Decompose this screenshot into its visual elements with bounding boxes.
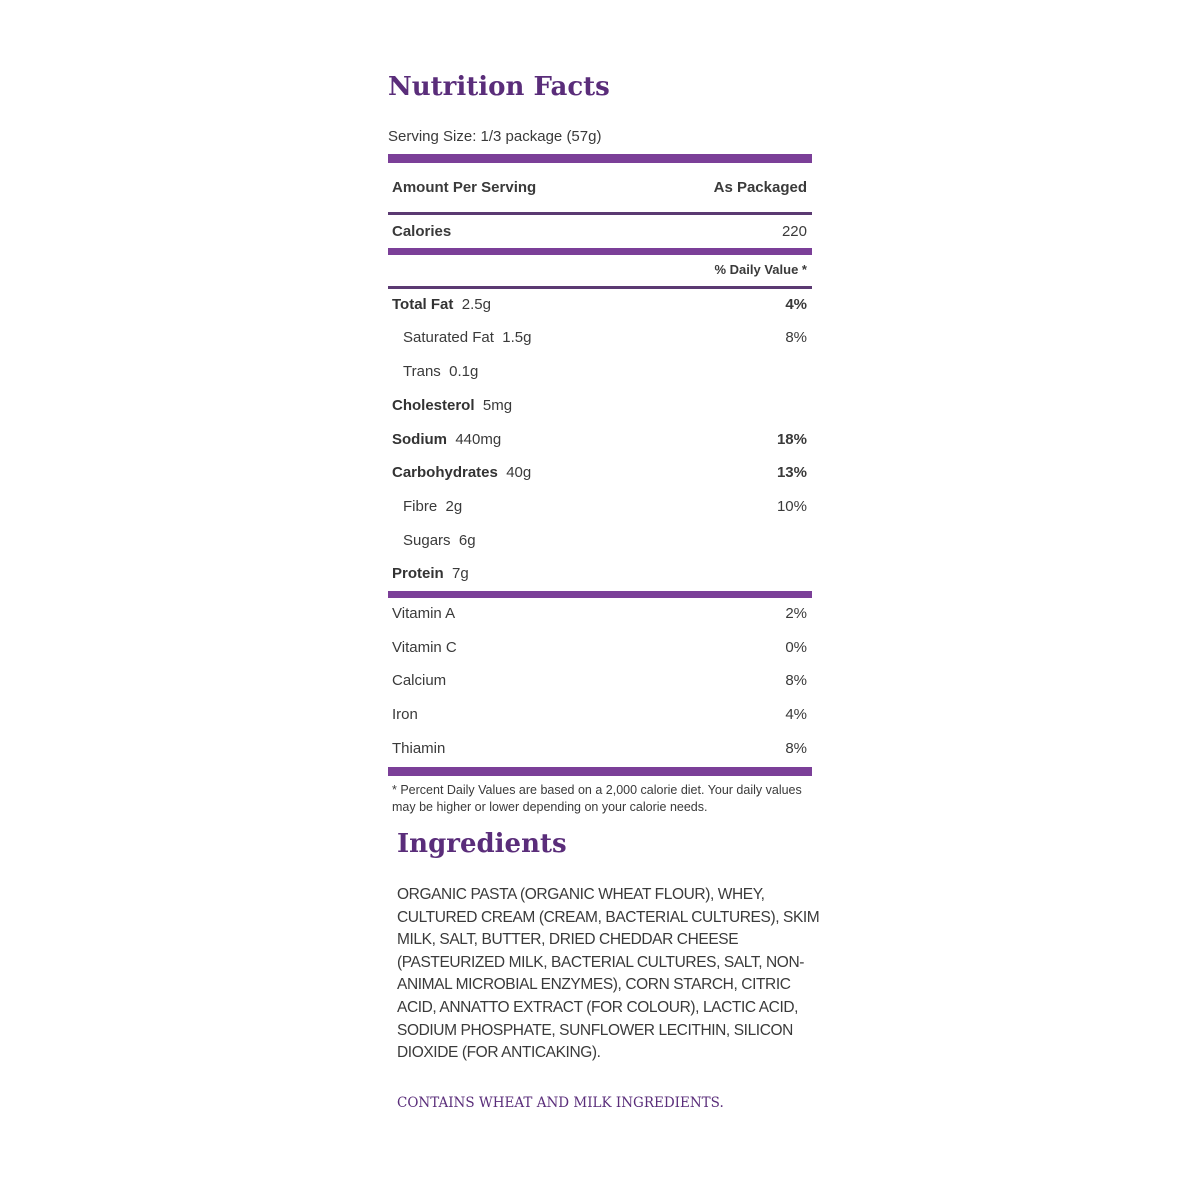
vitamin-name: Vitamin C: [392, 639, 457, 656]
vitamin-row: [388, 672, 812, 696]
serving-size: Serving Size: 1/3 package (57g): [388, 128, 602, 145]
nutrition-title: Nutrition Facts: [388, 72, 610, 102]
nutrient-amount: 40g: [506, 464, 532, 481]
nutrient-name: Fibre: [403, 498, 438, 515]
nutrient-amount: 6g: [458, 532, 476, 549]
daily-value-header: % Daily Value *: [714, 262, 807, 277]
nutrient-label: [403, 329, 531, 346]
divider-thick: [388, 154, 812, 163]
nutrient-label: [392, 431, 501, 448]
nutrient-name: Protein: [392, 565, 444, 582]
ingredients-text: ORGANIC PASTA (ORGANIC WHEAT FLOUR), WHEY, CULTURED CREAM (CREAM, BACTERIAL CULTURES), SKIM MILK, SALT, BUTTER, DRIED CHEDDAR CHEESE (PASTEURIZED MILK, BACTERIAL CULTURES, SALT, NON-ANIMAL MICROBIAL ENZYMES), CORN STARCH, CITRIC ACID, ANNATTO EXTRACT (FOR COLOUR), LACTIC ACID, SODIUM PHOSPHATE, SUNFLOWER LECITHIN, SILICON DIOXIDE (FOR ANTICAKING).: [397, 886, 820, 1062]
nutrient-label: [403, 532, 476, 549]
vitamin-row: [388, 740, 812, 764]
vitamin-row: [388, 605, 812, 629]
calories-value: 220: [781, 223, 807, 240]
nutrient-label: [403, 363, 478, 380]
nutrient-amount: 7g: [452, 565, 469, 582]
nutrient-name: Trans: [403, 363, 441, 380]
nutrient-row: [388, 532, 812, 556]
as-packaged-label: As Packaged: [713, 179, 807, 196]
vitamin-daily-value: 2%: [785, 605, 807, 622]
nutrient-amount: 2g: [445, 498, 463, 515]
nutrient-amount: 440mg: [455, 431, 502, 448]
nutrient-label: [392, 296, 491, 313]
nutrient-amount: 5mg: [482, 397, 513, 414]
nutrient-label: [392, 397, 512, 414]
vitamin-name: Vitamin A: [392, 605, 456, 622]
nutrient-name: Sodium: [392, 431, 447, 448]
nutrient-row: [388, 363, 812, 387]
allergen-statement: CONTAINS WHEAT AND MILK INGREDIENTS.: [397, 1095, 724, 1111]
nutrient-row: [388, 329, 812, 353]
vitamin-name: Iron: [392, 706, 418, 723]
divider-thick: [388, 591, 812, 598]
vitamin-daily-value: 0%: [785, 639, 807, 656]
divider-thin: [388, 212, 812, 215]
daily-value-header-row: [388, 262, 812, 286]
amount-per-serving-label: Amount Per Serving: [392, 179, 537, 196]
nutrient-label: [403, 498, 462, 515]
vitamin-name: Thiamin: [392, 740, 446, 757]
ingredients-title: Ingredients: [397, 829, 567, 859]
nutrient-name: Cholesterol: [392, 397, 475, 414]
amount-header-row: [388, 179, 812, 203]
nutrient-row: [388, 565, 812, 589]
vitamin-daily-value: 4%: [785, 706, 807, 723]
nutrient-name: Carbohydrates: [392, 464, 498, 481]
vitamin-row: [388, 706, 812, 730]
nutrient-row: [388, 397, 812, 421]
daily-value-footnote: * Percent Daily Values are based on a 2,000 calorie diet. Your daily values may be higher or lower depending on your calorie needs.: [392, 783, 802, 814]
nutrient-name: Total Fat: [392, 296, 454, 313]
nutrient-daily-value: 18%: [776, 431, 807, 448]
nutrient-row: [388, 431, 812, 455]
nutrient-label: [392, 565, 469, 582]
calories-row: [388, 223, 812, 247]
divider-thick: [388, 248, 812, 255]
vitamin-daily-value: 8%: [785, 740, 807, 757]
vitamin-daily-value: 8%: [785, 672, 807, 689]
nutrient-amount: 0.1g: [449, 363, 479, 380]
nutrient-daily-value: 10%: [776, 498, 807, 515]
nutrient-daily-value: 13%: [776, 464, 807, 481]
nutrient-daily-value: 4%: [785, 296, 807, 313]
divider-thick: [388, 767, 812, 776]
nutrient-label: [392, 464, 531, 481]
vitamin-row: [388, 639, 812, 663]
nutrient-row: [388, 498, 812, 522]
nutrient-daily-value: 8%: [785, 329, 807, 346]
nutrient-amount: 1.5g: [502, 329, 532, 346]
nutrient-name: Saturated Fat: [403, 329, 494, 346]
divider-thin: [388, 286, 812, 289]
calories-label: Calories: [392, 223, 452, 240]
nutrient-row: [388, 464, 812, 488]
vitamin-name: Calcium: [392, 672, 447, 689]
nutrient-amount: 2.5g: [461, 296, 491, 313]
nutrient-row: [388, 296, 812, 320]
nutrient-name: Sugars: [403, 532, 451, 549]
